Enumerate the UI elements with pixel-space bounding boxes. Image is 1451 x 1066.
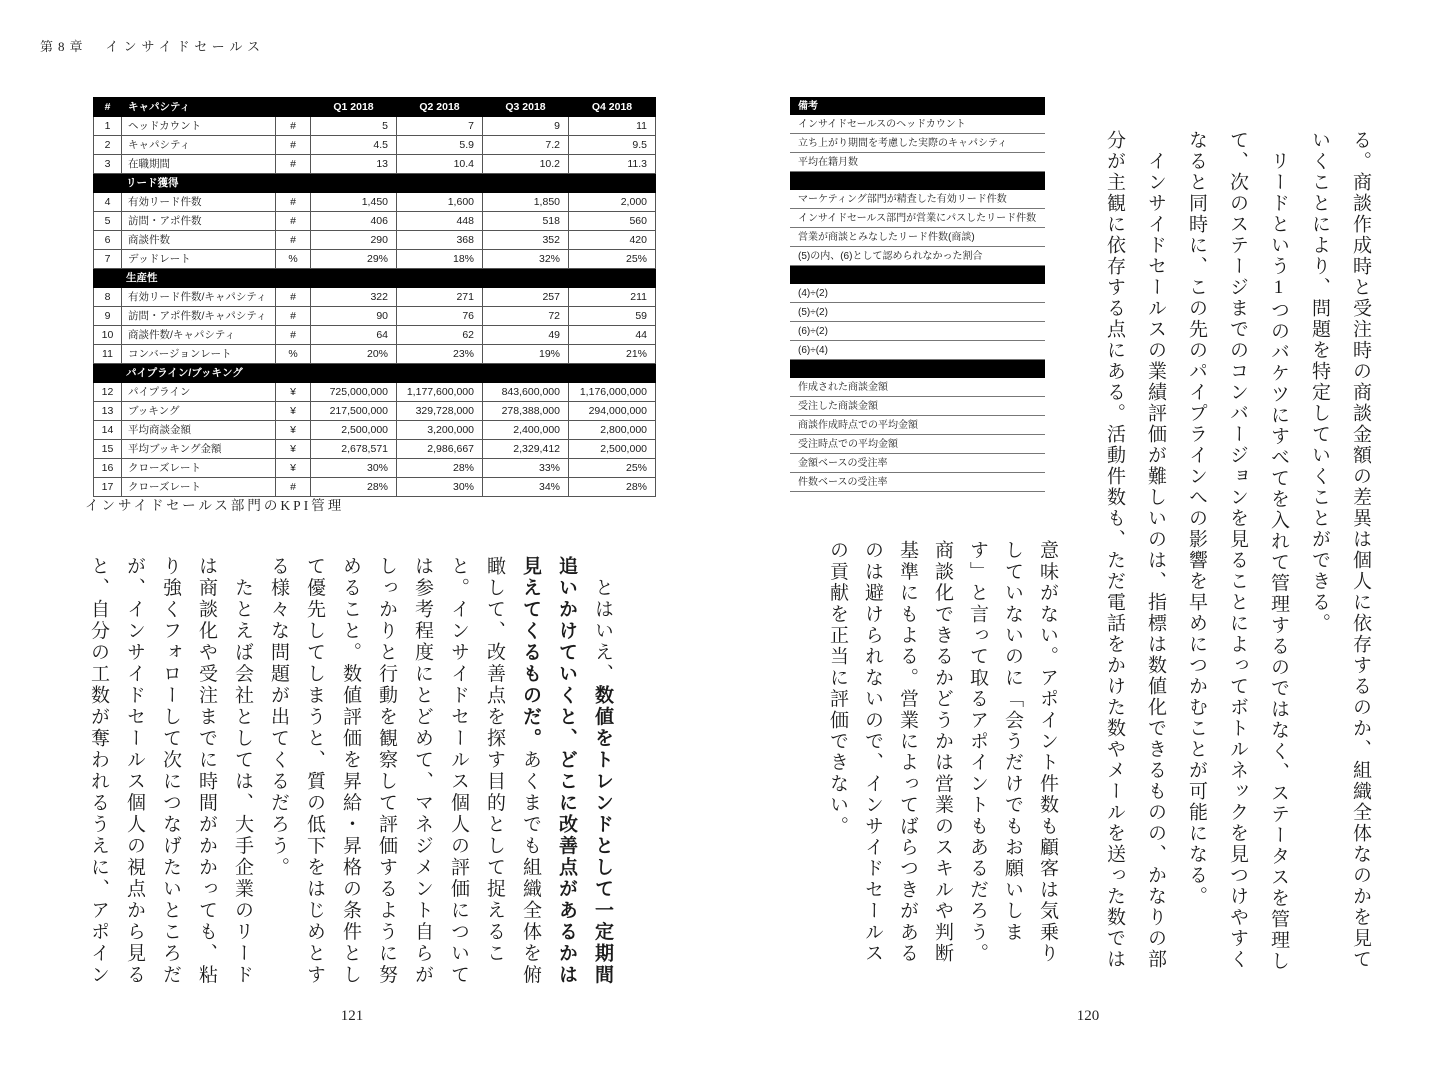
kpi-cell-label: 在職期間 [122,155,276,174]
remarks-cell: 受注した商談金額 [790,397,1045,416]
kpi-cell-unit: ¥ [276,402,311,421]
remarks-data-row [790,416,1045,435]
kpi-cell-label: 商談件数/キャパシティ [122,326,276,345]
kpi-cell-num: 6 [94,231,122,250]
kpi-cell-q3: 19% [483,345,569,364]
remarks-cell [790,360,1045,379]
kpi-cell-q4: 9.5 [569,136,656,155]
kpi-cell-unit: % [276,250,311,269]
kpi-cell-label: デッドレート [122,250,276,269]
kpi-cell-num: 5 [94,212,122,231]
kpi-cell-q3: 843,600,000 [483,383,569,402]
kpi-data-row [94,288,656,307]
kpi-cell-unit: # [276,307,311,326]
remarks-table [790,97,1045,492]
kpi-section-row [94,269,656,288]
body-text-segment: る。商談作成時と受注時の商談金額の差異は個人に依存するのか、組織全体なのかを見ていくことにより、問題を特定していくことができる。 [1309,130,1371,970]
kpi-table [93,97,656,497]
kpi-cell-label: 商談件数 [122,231,276,250]
kpi-cell-q1: 30% [311,459,397,478]
remarks-data-row [790,190,1045,209]
remarks-data-row [790,435,1045,454]
remarks-data-row [790,134,1045,153]
kpi-data-row [94,345,656,364]
kpi-header-q3: Q3 2018 [483,98,569,117]
kpi-cell-q4: 28% [569,478,656,497]
kpi-data-row [94,250,656,269]
kpi-cell-label: 平均商談金額 [122,421,276,440]
page-number-left: 121 [340,1008,364,1024]
kpi-cell-num: 10 [94,326,122,345]
kpi-cell-q4: 11 [569,117,656,136]
kpi-cell-q1: 1,450 [311,193,397,212]
remarks-data-row [790,473,1045,492]
vertical-paragraph [1299,130,1381,976]
kpi-cell-unit: # [276,478,311,497]
kpi-cell-num: 11 [94,345,122,364]
kpi-cell-q2: 368 [397,231,483,250]
body-text-segment: あくまでも組織全体を俯瞰して、改善点を探す目的として捉えること。インサイドセールス個人の評価については参考程度にとどめて、マネジメント自らがしっかりと行動を観察して評価するように努めること。数値評価を昇給・昇格の条件として優先してしまうと、質の低下をはじめとする様々な問題が出てくるだろう。 [268,556,541,986]
chapter-header: 第8章 インサイドセールス [40,39,266,54]
body-text-segment: 意味がない。アポイント件数も顧客は気乗りしていないのに「会うだけでもお願いします」と言って取るアポイントもあるだろう。商談化できるかどうかは営業のスキルや判断基準にもよる。営業によってばらつきがあるのは避けられないので、インサイドセールスの貢献を正当に評価できない。 [827,540,1058,964]
remarks-data-row [790,378,1045,397]
kpi-cell-unit: % [276,345,311,364]
remarks-section-row [790,266,1045,285]
kpi-cell-q2: 10.4 [397,155,483,174]
kpi-table-body [94,117,656,497]
kpi-cell-q1: 4.5 [311,136,397,155]
kpi-data-row [94,231,656,250]
kpi-cell-q3: 257 [483,288,569,307]
kpi-data-row [94,136,656,155]
kpi-data-row [94,440,656,459]
right-page-body-text [1094,130,1381,976]
kpi-cell-num: 1 [94,117,122,136]
remarks-cell: 受注時点での平均金額 [790,435,1045,454]
kpi-cell-unit: ¥ [276,421,311,440]
remarks-data-row [790,115,1045,134]
remarks-data-row [790,284,1045,303]
kpi-cell-unit: # [276,212,311,231]
remarks-cell [790,266,1045,285]
kpi-cell-q4: 1,176,000,000 [569,383,656,402]
kpi-table-header-row [94,98,656,117]
kpi-cell-q4: 44 [569,326,656,345]
kpi-cell-unit: # [276,231,311,250]
kpi-cell-num: 12 [94,383,122,402]
remarks-data-row [790,454,1045,473]
kpi-cell-label: 有効リード件数/キャパシティ [122,288,276,307]
kpi-cell-q1: 406 [311,212,397,231]
kpi-cell-q2: 62 [397,326,483,345]
remarks-cell: 営業が商談とみなしたリード件数(商談) [790,228,1045,247]
remarks-cell: (5)÷(2) [790,303,1045,322]
remarks-table-body [790,115,1045,492]
body-text-segment: たとえば会社としては、大手企業のリードは商談化や受注までに時間がかかっても、粘り強くフォローして次につなげたいところだが、インサイドセールス個人の視点から見ると、自分の工数が奪われるうえに、アポイン [88,556,253,986]
kpi-data-row [94,117,656,136]
right-page-body-text-below-table [820,540,1065,965]
kpi-section-label: 生産性 [94,269,656,288]
kpi-cell-q4: 420 [569,231,656,250]
kpi-data-row [94,155,656,174]
remarks-cell: 件数ベースの受注率 [790,473,1045,492]
kpi-cell-q4: 2,000 [569,193,656,212]
kpi-cell-q1: 28% [311,478,397,497]
kpi-cell-num: 3 [94,155,122,174]
kpi-data-row [94,459,656,478]
kpi-cell-label: クローズレート [122,478,276,497]
kpi-section-row [94,364,656,383]
kpi-cell-unit: # [276,136,311,155]
remarks-data-row [790,228,1045,247]
remarks-cell: マーケティング部門が精査した有効リード件数 [790,190,1045,209]
kpi-cell-num: 16 [94,459,122,478]
remarks-cell: 作成された商談金額 [790,378,1045,397]
kpi-cell-q1: 322 [311,288,397,307]
kpi-cell-q2: 76 [397,307,483,326]
remarks-cell: 金額ベースの受注率 [790,454,1045,473]
kpi-cell-q3: 2,400,000 [483,421,569,440]
kpi-cell-unit: # [276,326,311,345]
kpi-cell-q2: 28% [397,459,483,478]
kpi-cell-q1: 217,500,000 [311,402,397,421]
remarks-cell: (4)÷(2) [790,284,1045,303]
kpi-data-row [94,307,656,326]
kpi-cell-q3: 7.2 [483,136,569,155]
kpi-cell-q3: 2,329,412 [483,440,569,459]
remarks-data-row [790,209,1045,228]
kpi-cell-q2: 5.9 [397,136,483,155]
remarks-section-row [790,360,1045,379]
kpi-cell-num: 7 [94,250,122,269]
kpi-cell-num: 4 [94,193,122,212]
kpi-cell-q4: 25% [569,250,656,269]
left-page-body-text [80,556,620,987]
kpi-cell-unit: # [276,155,311,174]
kpi-cell-q4: 294,000,000 [569,402,656,421]
kpi-cell-label: ブッキング [122,402,276,421]
kpi-cell-q2: 2,986,667 [397,440,483,459]
kpi-cell-q3: 352 [483,231,569,250]
kpi-data-row [94,421,656,440]
kpi-cell-q3: 9 [483,117,569,136]
kpi-header-label: キャパシティ [122,98,276,117]
kpi-cell-label: コンバージョンレート [122,345,276,364]
kpi-section-label: リード獲得 [94,174,656,193]
kpi-cell-q2: 329,728,000 [397,402,483,421]
kpi-cell-unit: ¥ [276,459,311,478]
kpi-cell-label: クローズレート [122,459,276,478]
kpi-cell-q3: 278,388,000 [483,402,569,421]
kpi-header-num: # [94,98,122,117]
kpi-cell-num: 9 [94,307,122,326]
remarks-header-label: 備考 [790,97,1045,115]
remarks-data-row [790,153,1045,172]
page-number-right: 120 [1076,1008,1100,1024]
body-text-segment: インサイドセールスの業績評価が難しいのは、指標は数値化できるものの、かなりの部分が主観に依存する点にある。活動件数も、ただ電話をかけた数やメールを送った数では [1104,130,1166,970]
remarks-data-row [790,303,1045,322]
kpi-cell-label: 訪問・アポ件数/キャパシティ [122,307,276,326]
remarks-cell: (6)÷(4) [790,341,1045,360]
kpi-data-row [94,326,656,345]
vertical-paragraph [1176,130,1299,976]
kpi-cell-num: 8 [94,288,122,307]
kpi-cell-q4: 59 [569,307,656,326]
kpi-cell-q3: 32% [483,250,569,269]
kpi-cell-num: 14 [94,421,122,440]
kpi-cell-q4: 21% [569,345,656,364]
vertical-paragraph [260,556,620,987]
kpi-cell-q1: 64 [311,326,397,345]
kpi-cell-q1: 2,500,000 [311,421,397,440]
kpi-cell-q1: 29% [311,250,397,269]
remarks-data-row [790,247,1045,266]
kpi-cell-num: 15 [94,440,122,459]
kpi-cell-q3: 33% [483,459,569,478]
kpi-cell-num: 2 [94,136,122,155]
kpi-cell-q2: 18% [397,250,483,269]
kpi-cell-q2: 23% [397,345,483,364]
remarks-cell: インサイドセールス部門が営業にパスしたリード件数 [790,209,1045,228]
remarks-cell [790,172,1045,191]
body-text-segment: とはいえ、 [592,556,613,685]
remarks-data-row [790,397,1045,416]
kpi-cell-q1: 5 [311,117,397,136]
vertical-paragraph [820,540,1065,965]
kpi-cell-q3: 49 [483,326,569,345]
kpi-cell-unit: # [276,288,311,307]
kpi-cell-q3: 10.2 [483,155,569,174]
kpi-cell-unit: ¥ [276,383,311,402]
kpi-cell-q2: 30% [397,478,483,497]
kpi-cell-label: 訪問・アポ件数 [122,212,276,231]
kpi-cell-q4: 211 [569,288,656,307]
kpi-cell-q4: 2,800,000 [569,421,656,440]
kpi-cell-q2: 1,600 [397,193,483,212]
kpi-cell-num: 13 [94,402,122,421]
kpi-cell-unit: # [276,193,311,212]
kpi-cell-q3: 34% [483,478,569,497]
remarks-data-row [790,341,1045,360]
body-text-emphasis: 数値をトレンドとして一定期間追いかけていくと、どこに改善点があるかは見えてくるものだ。 [520,556,613,986]
kpi-cell-q2: 7 [397,117,483,136]
kpi-section-row [94,174,656,193]
kpi-section-label: パイプライン/ブッキング [94,364,656,383]
kpi-cell-q1: 20% [311,345,397,364]
kpi-cell-q2: 3,200,000 [397,421,483,440]
kpi-cell-q4: 25% [569,459,656,478]
kpi-cell-q2: 1,177,600,000 [397,383,483,402]
kpi-header-q4: Q4 2018 [569,98,656,117]
kpi-cell-q3: 518 [483,212,569,231]
body-text-segment: リードという1つのバケツにすべてを入れて管理するのではなく、ステータスを管理して、次のステージまでのコンバージョンを見ることによってボトルネックを見つけやすくなると同時に、この先のパイプラインへの影響を早めにつかむことが可能になる。 [1186,130,1289,972]
remarks-header-row [790,97,1045,115]
kpi-data-row [94,212,656,231]
kpi-cell-num: 17 [94,478,122,497]
kpi-header-unit [276,98,311,117]
remarks-section-row [790,172,1045,191]
kpi-header-q2: Q2 2018 [397,98,483,117]
kpi-cell-unit: # [276,117,311,136]
remarks-cell: 立ち上がり期間を考慮した実際のキャパシティ [790,134,1045,153]
kpi-data-row [94,383,656,402]
kpi-cell-q3: 1,850 [483,193,569,212]
kpi-cell-q1: 90 [311,307,397,326]
remarks-cell: (6)÷(2) [790,322,1045,341]
vertical-paragraph [80,556,260,987]
kpi-cell-unit: ¥ [276,440,311,459]
remarks-cell: 平均在籍月数 [790,153,1045,172]
kpi-data-row [94,402,656,421]
kpi-cell-q1: 290 [311,231,397,250]
kpi-cell-q2: 448 [397,212,483,231]
kpi-cell-q2: 271 [397,288,483,307]
kpi-header-q1: Q1 2018 [311,98,397,117]
kpi-cell-label: パイプライン [122,383,276,402]
kpi-data-row [94,193,656,212]
kpi-cell-label: 有効リード件数 [122,193,276,212]
kpi-cell-q3: 72 [483,307,569,326]
kpi-cell-q1: 13 [311,155,397,174]
vertical-paragraph [1094,130,1176,976]
remarks-cell: (5)の内、(6)として認められなかった割合 [790,247,1045,266]
kpi-cell-q4: 560 [569,212,656,231]
kpi-cell-label: ヘッドカウント [122,117,276,136]
remarks-data-row [790,322,1045,341]
kpi-cell-q1: 725,000,000 [311,383,397,402]
remarks-cell: 商談作成時点での平均金額 [790,416,1045,435]
remarks-cell: インサイドセールスのヘッドカウント [790,115,1045,134]
kpi-cell-q4: 2,500,000 [569,440,656,459]
kpi-table-caption: インサイドセールス部門のKPI管理 [85,498,345,513]
kpi-cell-label: キャパシティ [122,136,276,155]
kpi-cell-q4: 11.3 [569,155,656,174]
kpi-cell-label: 平均ブッキング金額 [122,440,276,459]
kpi-cell-q1: 2,678,571 [311,440,397,459]
